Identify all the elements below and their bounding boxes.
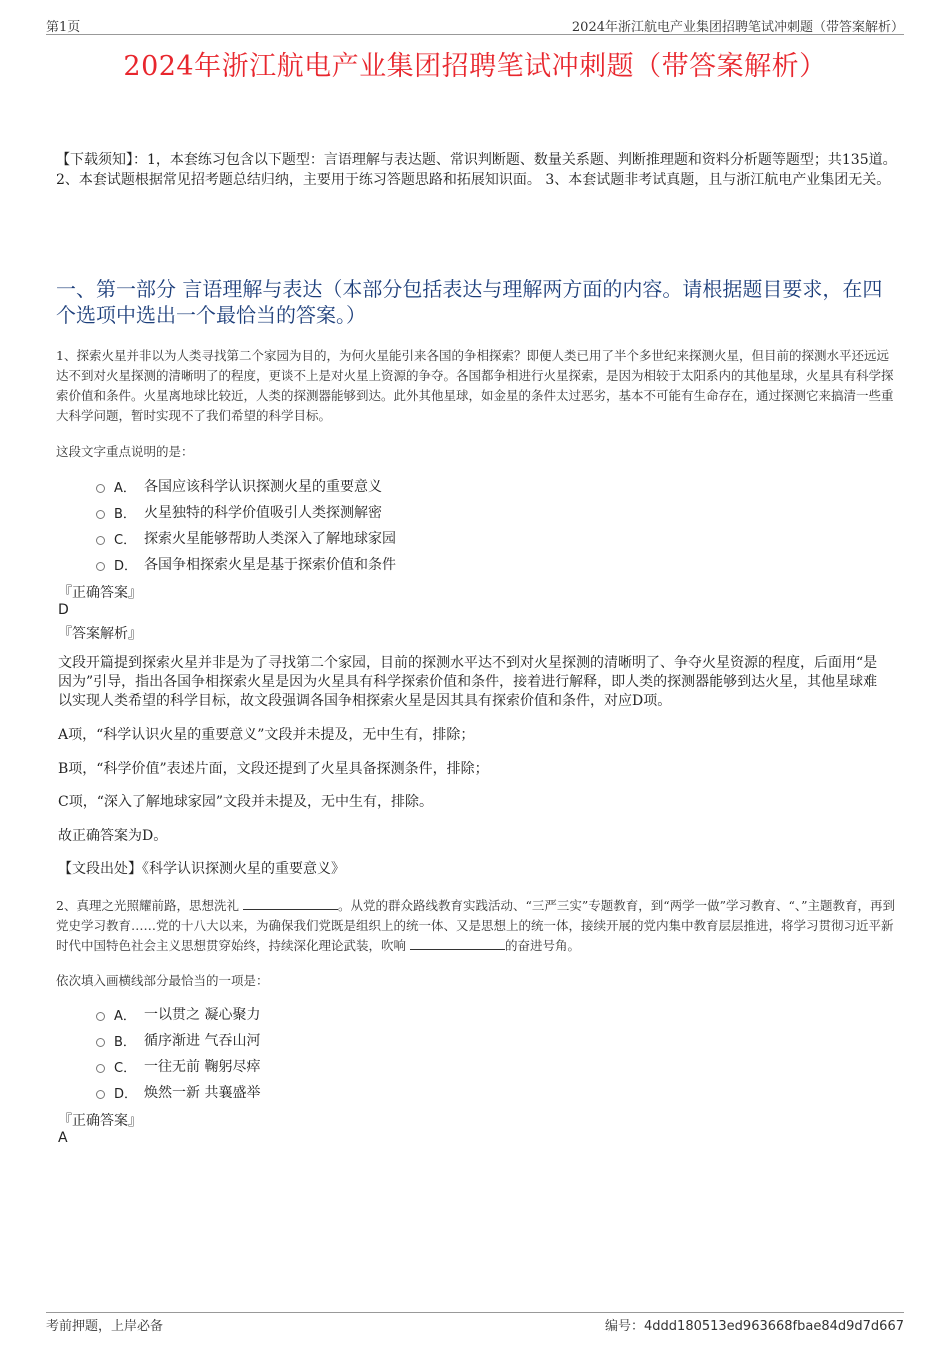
question-1-analysis: 文段开篇提到探索火星并非是为了寻找第二个家园，目前的探测水平达不到对火星探测的清晰明了、争夺火星资源的程度，后面用“是因为”引导，指出各国争相探索火星是因为火星具有科学探索价值和条件，接着进行解释，即人类的探测器能够到达火星，其他星球难以实现人类希望的科学目标，故文段强调各国争相探索火星是因其具有探索价值和条件，对应D项。 xyxy=(58,655,878,709)
question-2-prompt: 依次填入画横线部分最恰当的一项是： xyxy=(56,973,269,988)
radio-icon[interactable] xyxy=(96,1090,105,1099)
page-header xyxy=(46,14,904,35)
question-1-option-b[interactable]: B． 火星独特的科学价值吸引人类探测解密 xyxy=(96,499,396,525)
fill-blank-1[interactable] xyxy=(243,897,338,910)
question-2-options xyxy=(96,1001,260,1105)
question-1-note-b: B项，“科学价值”表述片面，文段还提到了火星具备探测条件，排除； xyxy=(58,761,489,777)
footer-slogan: 考前押题，上岸必备 xyxy=(46,1319,164,1334)
radio-icon[interactable] xyxy=(96,1064,105,1073)
radio-icon[interactable] xyxy=(96,510,105,519)
radio-icon[interactable] xyxy=(96,484,105,493)
question-1-conclusion: 故正确答案为D。 xyxy=(58,828,168,844)
question-1-option-a[interactable]: A． 各国应该科学认识探测火星的重要意义 xyxy=(96,473,396,499)
page-number: 第1页 xyxy=(46,20,81,35)
radio-icon[interactable] xyxy=(96,562,105,571)
question-1-options xyxy=(96,473,396,577)
download-notice: 【下载须知】：1，本套练习包含以下题型：言语理解与表达题、常识判断题、数量关系题、判断推理题和资料分析题等题型；共135道。 2、本套试题根据常见招考题总结归纳，主要用于练习答题思路和拓展知识面。 3、本套试题非考试真题，且与浙江航电产业集团无关。 xyxy=(56,152,897,188)
question-1-analysis-label: 『答案解析』 xyxy=(58,626,142,642)
question-1-stem: 1、探索火星并非以为人类寻找第二个家园为目的，为何火星能引来各国的争相探索？即便人类已用了半个多世纪来探测火星，但目前的探测水平还远远达不到对火星探测的清晰明了的程度，更谈不上是对火星上资源的争夺。各国都争相进行火星探索，是因为相较于太阳系内的其他星球，火星具有科学探索价值和条件。火星离地球比较近，人类的探测器能够到达。此外其他星球，如金星的条件太过恶劣，基本不可能有生命存在，通过探测它来搞清一些重大科学问题，暂时实现不了我们希望的科学目标。 xyxy=(56,348,894,423)
section-heading: 一、第一部分 言语理解与表达（本部分包括表达与理解两方面的内容。请根据题目要求，在四个选项中选出一个最恰当的答案。） xyxy=(56,277,883,327)
question-1-option-c[interactable]: C． 探索火星能够帮助人类深入了解地球家园 xyxy=(96,525,396,551)
question-1-note-a: A项，“科学认识火星的重要意义”文段并未提及，无中生有，排除； xyxy=(58,727,475,743)
question-2-answer-label: 『正确答案』 xyxy=(58,1113,142,1129)
radio-icon[interactable] xyxy=(96,536,105,545)
radio-icon[interactable] xyxy=(96,1012,105,1021)
fill-blank-2[interactable] xyxy=(410,937,505,950)
question-2-answer: A xyxy=(58,1130,68,1146)
question-1-note-c: C项，“深入了解地球家园”文段并未提及，无中生有，排除。 xyxy=(58,794,434,810)
question-1-source: 【文段出处】《科学认识探测火星的重要意义》 xyxy=(58,861,345,877)
question-1-answer-label: 『正确答案』 xyxy=(58,585,142,601)
footer-code: 编号：4ddd180513ed963668fbae84d9d7d667 xyxy=(605,1319,904,1334)
question-2-option-b[interactable]: B． 循序渐进 气吞山河 xyxy=(96,1027,260,1053)
question-1-option-d[interactable]: D． 各国争相探索火星是基于探索价值和条件 xyxy=(96,551,396,577)
page-footer xyxy=(46,1312,904,1333)
header-doc-title: 2024年浙江航电产业集团招聘笔试冲刺题（带答案解析） xyxy=(571,20,904,35)
question-1-answer: D xyxy=(58,602,69,618)
question-2-option-a[interactable]: A． 一以贯之 凝心聚力 xyxy=(96,1001,260,1027)
radio-icon[interactable] xyxy=(96,1038,105,1047)
question-1-prompt: 这段文字重点说明的是： xyxy=(56,444,194,459)
document-title: 2024年浙江航电产业集团招聘笔试冲刺题（带答案解析） xyxy=(123,51,827,82)
question-2-option-c[interactable]: C． 一往无前 鞠躬尽瘁 xyxy=(96,1053,260,1079)
question-2-stem: 2、真理之光照耀前路，思想洗礼 。从党的群众路线教育实践活动、“三严三实”专题教育，到“两学一做”学习教育、“、”主题教育，再到党史学习教育……党的十八大以来，为确保我们党既是组织上的统一体、又是思想上的统一体，接续开展的党内集中教育层层推进，将学习贯彻习近平新时代中国特色社会主义思想贯穿始终，持续深化理论武装，吹响 的奋进号角。 xyxy=(56,898,896,953)
question-2-option-d[interactable]: D． 焕然一新 共襄盛举 xyxy=(96,1079,260,1105)
